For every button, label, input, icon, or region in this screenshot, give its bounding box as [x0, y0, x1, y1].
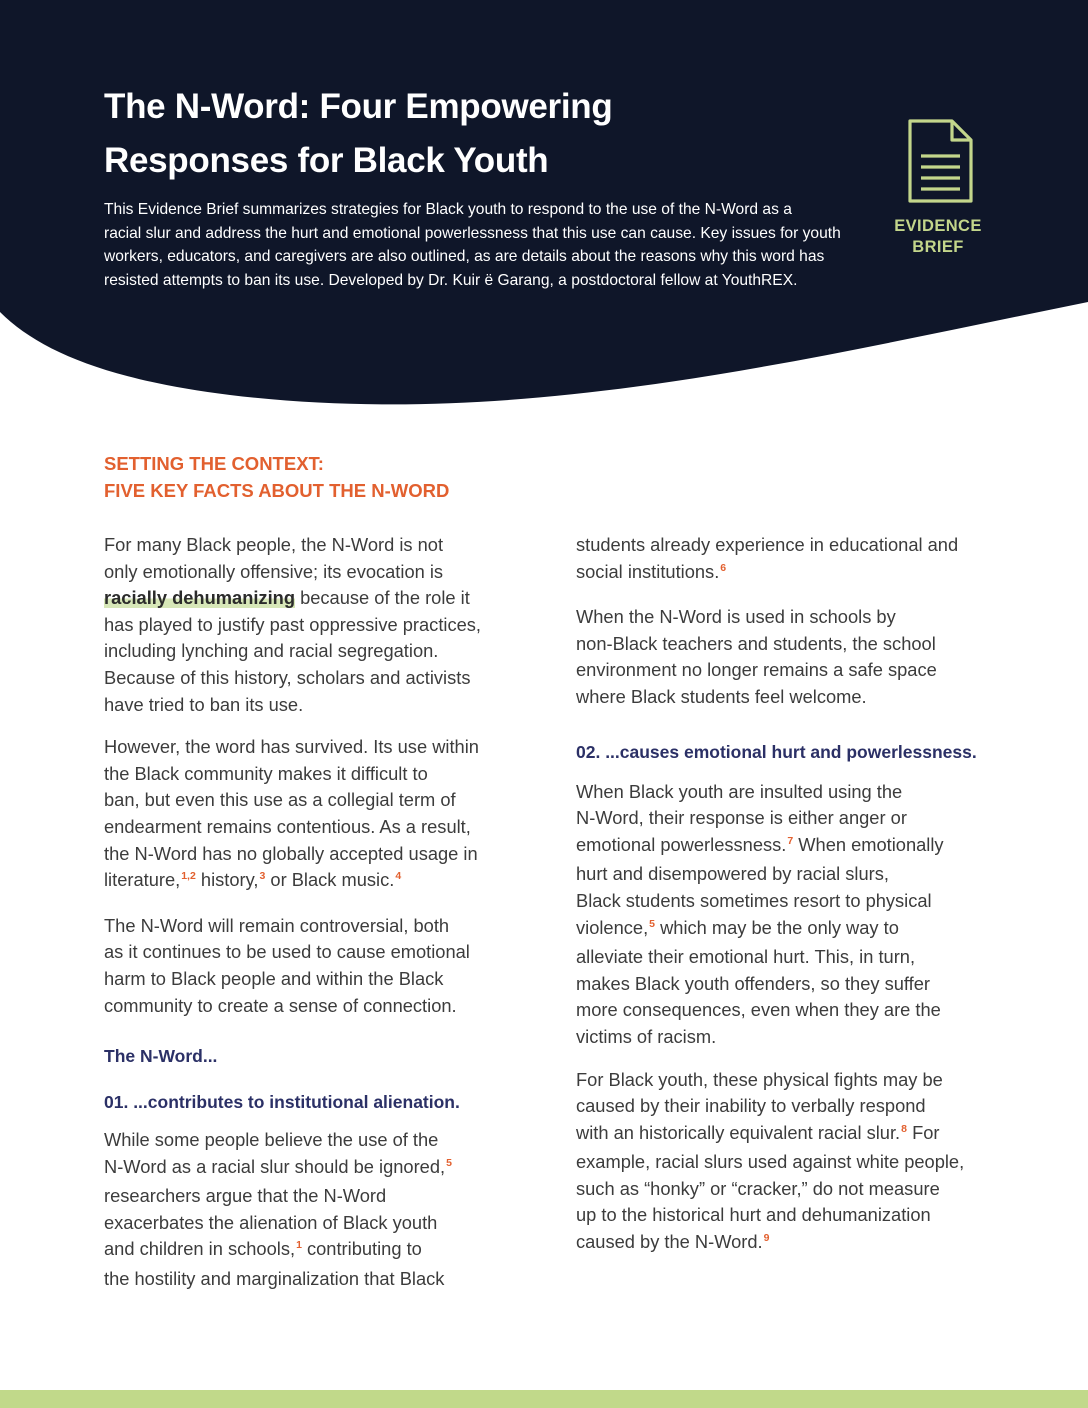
footnote-ref[interactable]: 4 — [395, 870, 402, 883]
page-title: The N-Word: Four Empowering Responses for Black Youth — [104, 87, 613, 180]
paragraph: While some people believe the use of the N-Word as a racial slur should be ignored,$^5$ researchers argue that the N-Word exacerbates the alienation of Black youth and children in schools,$^1$ contributing to the hostility and marginalization that Black — [104, 1129, 452, 1290]
paragraph: For Black youth, these physical fights may be caused by their inability to verbally respond with an historically equivalent racial slur.$^8$ For example, racial slurs used against white people, such as “honky” or “cracker,” do not measure up to the historical hurt and dehumanization caused by the N-Word.$^9$ — [576, 1068, 965, 1253]
left-column — [104, 532, 506, 1309]
footer-bar — [0, 1390, 1088, 1408]
subsection-heading-02: 02. ...causes emotional hurt and powerlessness. — [576, 741, 977, 762]
evidence-brief-badge: EVIDENCE BRIEF — [894, 217, 982, 256]
section-heading: SETTING THE CONTEXT: FIVE KEY FACTS ABOUT THE N-WORD — [104, 453, 450, 501]
paragraph: When the N-Word is used in schools by non-Black teachers and students, the school environment no longer remains a safe space where Black students feel welcome. — [576, 606, 937, 707]
footnote-ref[interactable]: 7 — [787, 834, 794, 847]
footnote-ref[interactable]: 6 — [720, 561, 727, 574]
paragraph: For many Black people, the N-Word is not only emotionally offensive; its evocation is racially dehumanizing because of the role it has played to justify past oppressive practices, including lynching and racial segregation. Because of this history, scholars and activists have tried to ban its use. — [104, 534, 481, 715]
highlighted-term: racially dehumanizing — [104, 587, 295, 609]
right-column — [576, 532, 986, 1275]
subsection-lead-heading: The N-Word... — [104, 1046, 218, 1067]
paragraph: However, the word has survived. Its use within the Black community makes it difficult to ban, but even this use as a collegial term of endearment remains contentious. As a result, the N-Word has no globally accepted usage in literature,$^{1,2}$ history,$^3$ or Black music.$^4$ — [104, 736, 479, 891]
footnote-ref[interactable]: 1 — [296, 1239, 302, 1252]
footnote-ref[interactable]: 9 — [763, 1232, 770, 1245]
paragraph: students already experience in educational and social institutions.$^6$ — [576, 534, 959, 582]
footnote-ref[interactable]: 3 — [259, 870, 266, 883]
paragraph: The N-Word will remain controversial, both as it continues to be used to cause emotional harm to Black people and within the Black community to create a sense of connection. — [104, 914, 470, 1016]
footnote-ref[interactable]: 8 — [901, 1122, 907, 1135]
subsection-heading-01: 01. ...contributes to institutional alienation. — [104, 1092, 460, 1113]
footnote-ref[interactable]: 5 — [649, 917, 655, 930]
document-icon — [904, 118, 974, 204]
footnote-ref[interactable]: 5 — [446, 1156, 452, 1169]
footnote-ref[interactable]: 1,2 — [181, 870, 196, 883]
paragraph: When Black youth are insulted using the N-Word, their response is either anger or emotional powerlessness.$^7$ When emotionally hurt and disempowered by racial slurs, Black students sometimes resort to physical violence,$^5$ which may be the only way to alleviate their emotional hurt. This, in turn, makes Black youth offenders, so they suffer more consequences, even when they are the victims of racism. — [576, 780, 944, 1047]
intro-summary: This Evidence Brief summarizes strategies for Black youth to respond to the use of the N-Word as a racial slur and address the hurt and emotional powerlessness that this use can cause. Key issues for youth workers, educators, and caregivers are also outlined, as are details about the reasons why this word has resisted attempts to ban its use. Developed by Dr. Kuir ë Garang, a postdoctoral fellow at YouthREX. — [104, 201, 841, 289]
